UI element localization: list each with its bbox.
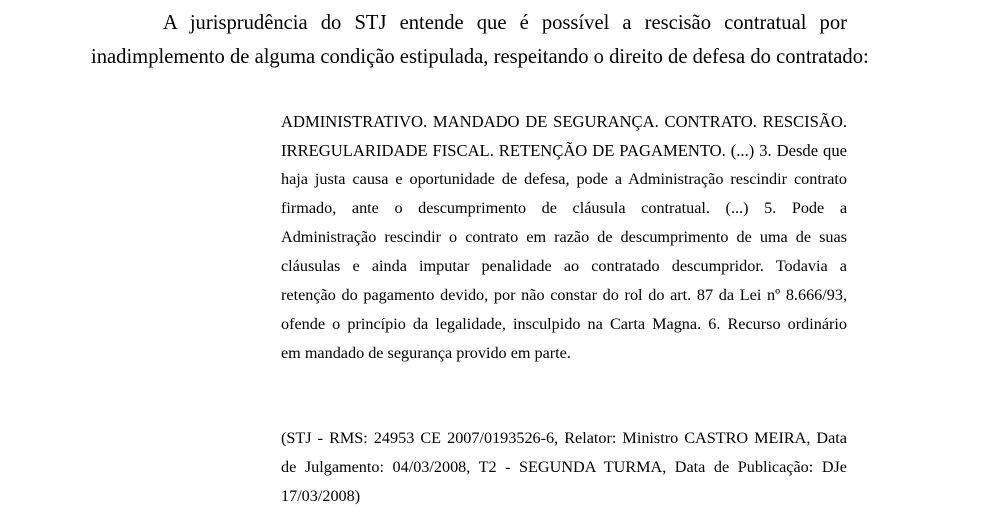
quote-line: IRREGULARIDADE FISCAL. RETENÇÃO DE PAGAMENTO. (...) 3. Desde que bbox=[281, 141, 847, 160]
quote-line: firmado, ante o descumprimento de cláusula contratual. (...) 5. Pode a bbox=[281, 199, 847, 217]
intro-paragraph bbox=[91, 6, 869, 74]
quote-line: Administração rescindir o contrato em razão de descumprimento de uma de suas bbox=[281, 228, 847, 246]
quote-line: ofende o princípio da legalidade, insculpido na Carta Magna. 6. Recurso ordinário bbox=[281, 315, 847, 333]
citation-line: de Julgamento: 04/03/2008, T2 - SEGUNDA TURMA, Data de Publicação: DJe bbox=[281, 458, 847, 476]
citation-line: 17/03/2008) bbox=[281, 487, 361, 505]
citation-line: (STJ - RMS: 24953 CE 2007/0193526-6, Relator: Ministro CASTRO MEIRA, Data bbox=[281, 429, 847, 447]
quote-line: ADMINISTRATIVO. MANDADO DE SEGURANÇA. CONTRATO. RESCISÃO. bbox=[281, 112, 847, 131]
quote-line: haja justa causa e oportunidade de defesa, pode a Administração rescindir contrato bbox=[281, 170, 847, 188]
jurisprudence-quote bbox=[281, 107, 847, 368]
case-citation bbox=[281, 424, 847, 511]
quote-line: em mandado de segurança provido em parte. bbox=[281, 344, 571, 362]
quote-line: cláusulas e ainda imputar penalidade ao contratado descumpridor. Todavia a bbox=[281, 257, 847, 275]
intro-line: inadimplemento de alguma condição estipulada, respeitando o direito de defesa do contratado: bbox=[91, 46, 869, 68]
quote-line: retenção do pagamento devido, por não constar do rol do art. 87 da Lei nº 8.666/93, bbox=[281, 286, 847, 304]
intro-line: A jurisprudência do STJ entende que é possível a rescisão contratual por bbox=[163, 12, 847, 34]
